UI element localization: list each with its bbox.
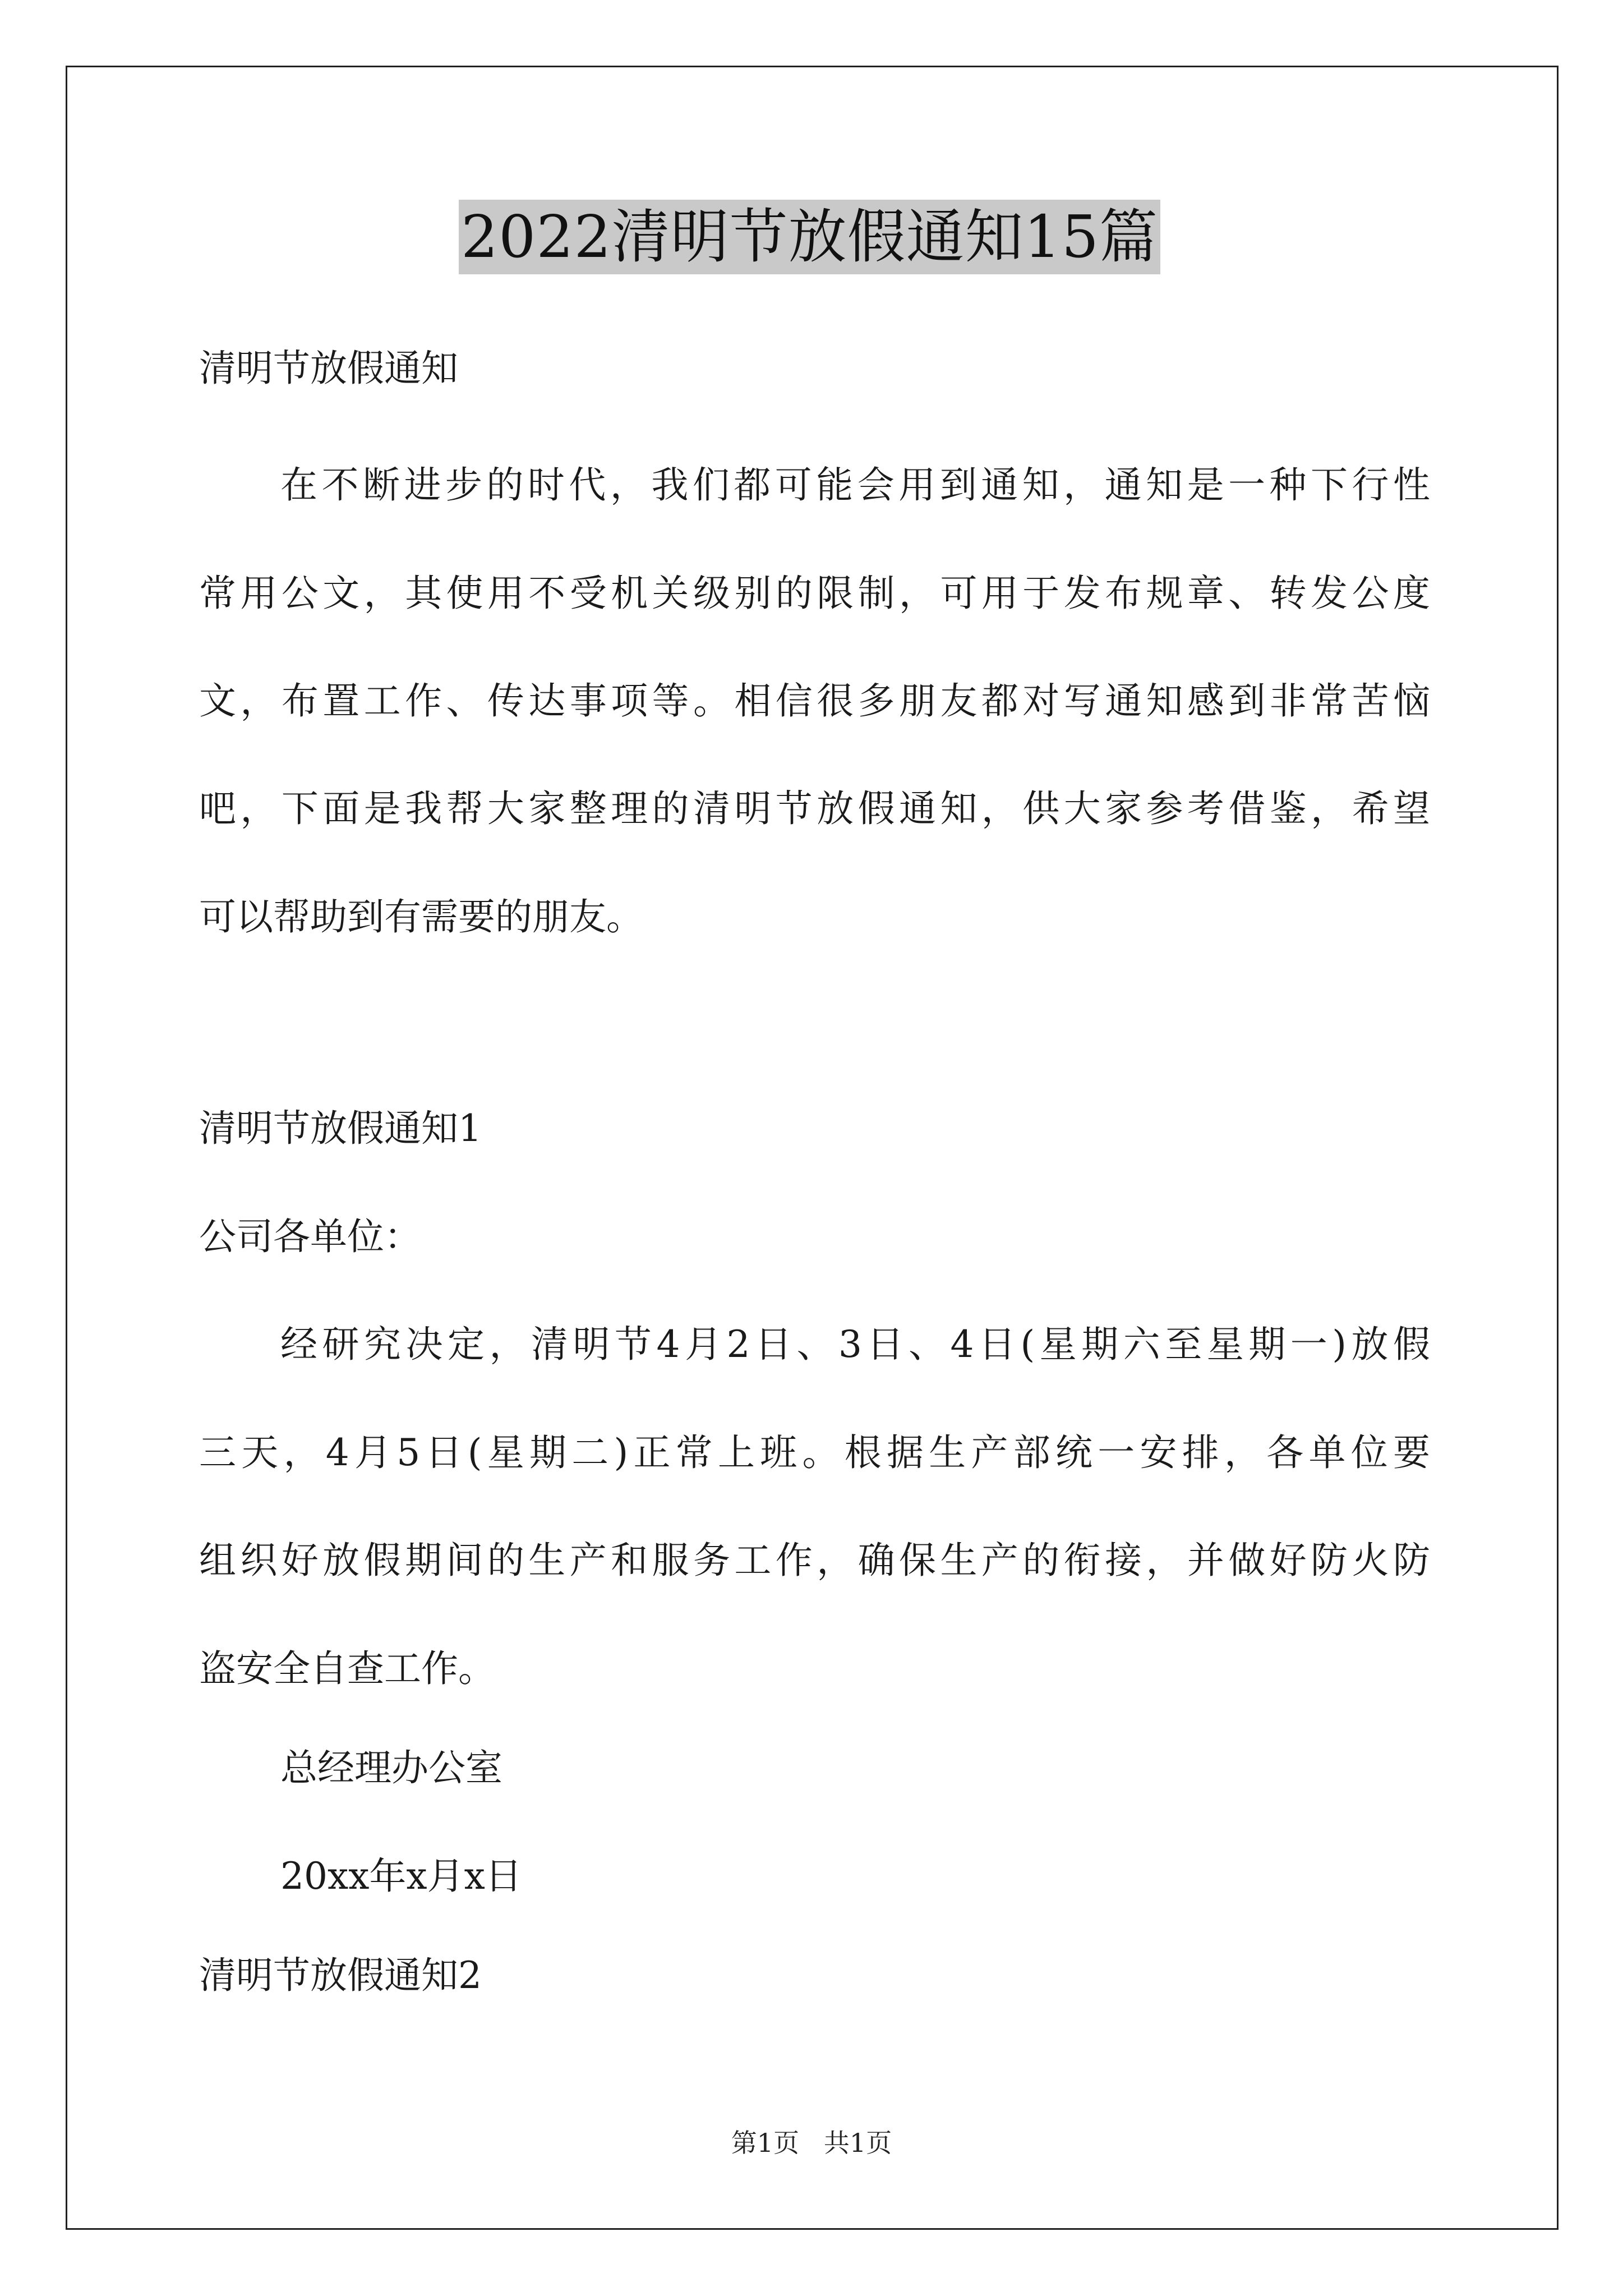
notice1-body-line-1: 经研究决定，清明节4月2日、3日、4日(星期六至星期一)放假 — [280, 1323, 1430, 1366]
intro-line-1: 在不断进步的时代，我们都可能会用到通知，通知是一种下行性 — [280, 463, 1430, 507]
notice1-salutation: 公司各单位： — [199, 1215, 421, 1258]
document-title: 2022清明节放假通知15篇 — [459, 200, 1160, 274]
notice1-heading: 清明节放假通知1 — [199, 1107, 482, 1150]
page-footer: 第1页 共1页 — [731, 2128, 892, 2158]
intro-line-4: 吧，下面是我帮大家整理的清明节放假通知，供大家参考借鉴，希望 — [199, 787, 1430, 830]
intro-line-2: 常用公文，其使用不受机关级别的限制，可用于发布规章、转发公度 — [199, 572, 1430, 615]
notice1-body-line-3: 组织好放假期间的生产和服务工作，确保生产的衔接，并做好防火防 — [199, 1539, 1430, 1582]
intro-line-3: 文，布置工作、传达事项等。相信很多朋友都对写通知感到非常苦恼 — [199, 679, 1430, 723]
notice1-date: 20xx年x月x日 — [280, 1855, 522, 1898]
intro-heading: 清明节放假通知 — [199, 347, 458, 390]
notice1-body-line-4: 盗安全自查工作。 — [199, 1647, 495, 1690]
notice1-signature: 总经理办公室 — [280, 1746, 502, 1789]
intro-line-5: 可以帮助到有需要的朋友。 — [199, 895, 643, 938]
notice2-heading: 清明节放假通知2 — [199, 1954, 482, 1997]
notice1-body-line-2: 三天，4月5日(星期二)正常上班。根据生产部统一安排，各单位要 — [199, 1431, 1430, 1474]
